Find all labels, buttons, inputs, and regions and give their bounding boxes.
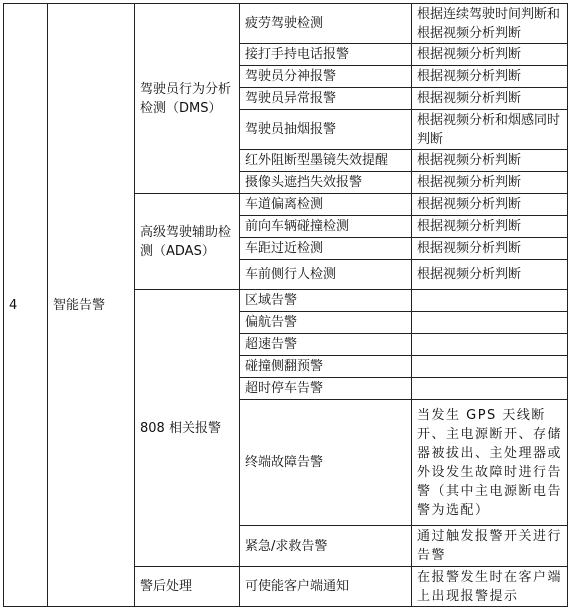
desc-cell: 在报警发生时在客户端上出现报警提示	[412, 567, 568, 607]
desc-cell	[412, 334, 568, 356]
feature-cell: 超时停车告警	[240, 378, 412, 400]
alarm-spec-table	[3, 3, 568, 607]
feature-cell: 接打手持电话报警	[240, 44, 412, 66]
desc-cell: 根据视频分析和烟感同时判断	[412, 110, 568, 150]
feature-cell: 碰撞侧翻预警	[240, 356, 412, 378]
feature-cell: 区域告警	[240, 290, 412, 312]
feature-cell: 前向车辆碰撞检测	[240, 216, 412, 238]
desc-cell: 根据视频分析判断	[412, 44, 568, 66]
desc-cell	[412, 378, 568, 400]
desc-cell: 根据视频分析判断	[412, 238, 568, 260]
feature-cell: 红外阻断型墨镜失效提醒	[240, 150, 412, 172]
group-name-cell: 警后处理	[135, 567, 240, 607]
feature-cell: 摄像头遮挡失效报警	[240, 172, 412, 194]
feature-cell: 可使能客户端通知	[240, 567, 412, 607]
group-name-cell: 808 相关报警	[135, 290, 240, 567]
table-row	[4, 4, 568, 44]
desc-cell	[412, 356, 568, 378]
feature-cell: 驾驶员异常报警	[240, 88, 412, 110]
desc-cell	[412, 312, 568, 334]
desc-cell: 根据视频分析判断	[412, 260, 568, 290]
feature-cell: 车道偏离检测	[240, 194, 412, 216]
group-name-cell: 驾驶员行为分析检测（DMS）	[135, 4, 240, 194]
feature-cell: 紧急/求救告警	[240, 526, 412, 567]
row-number-cell: 4	[4, 4, 48, 607]
desc-cell: 根据视频分析判断	[412, 150, 568, 172]
feature-cell: 偏航告警	[240, 312, 412, 334]
desc-cell: 根据视频分析判断	[412, 172, 568, 194]
desc-cell	[412, 290, 568, 312]
feature-cell: 车前侧行人检测	[240, 260, 412, 290]
feature-cell: 超速告警	[240, 334, 412, 356]
feature-cell: 车距过近检测	[240, 238, 412, 260]
desc-cell: 当发生 GPS 天线断开、主电源断开、存储器被拔出、主处理器或外设发生故障时进行告警（其中主电源断电告警为选配）	[412, 400, 568, 526]
desc-cell: 根据连续驾驶时间判断和根据视频分析判断	[412, 4, 568, 44]
feature-cell: 驾驶员分神报警	[240, 66, 412, 88]
group-name-cell: 高级驾驶辅助检测（ADAS）	[135, 194, 240, 290]
desc-cell: 根据视频分析判断	[412, 194, 568, 216]
feature-cell: 驾驶员抽烟报警	[240, 110, 412, 150]
feature-cell: 终端故障告警	[240, 400, 412, 526]
desc-cell: 根据视频分析判断	[412, 216, 568, 238]
desc-cell: 通过触发报警开关进行告警	[412, 526, 568, 567]
desc-cell: 根据视频分析判断	[412, 88, 568, 110]
feature-cell: 疲劳驾驶检测	[240, 4, 412, 44]
desc-cell: 根据视频分析判断	[412, 66, 568, 88]
category-cell: 智能告警	[48, 4, 135, 607]
